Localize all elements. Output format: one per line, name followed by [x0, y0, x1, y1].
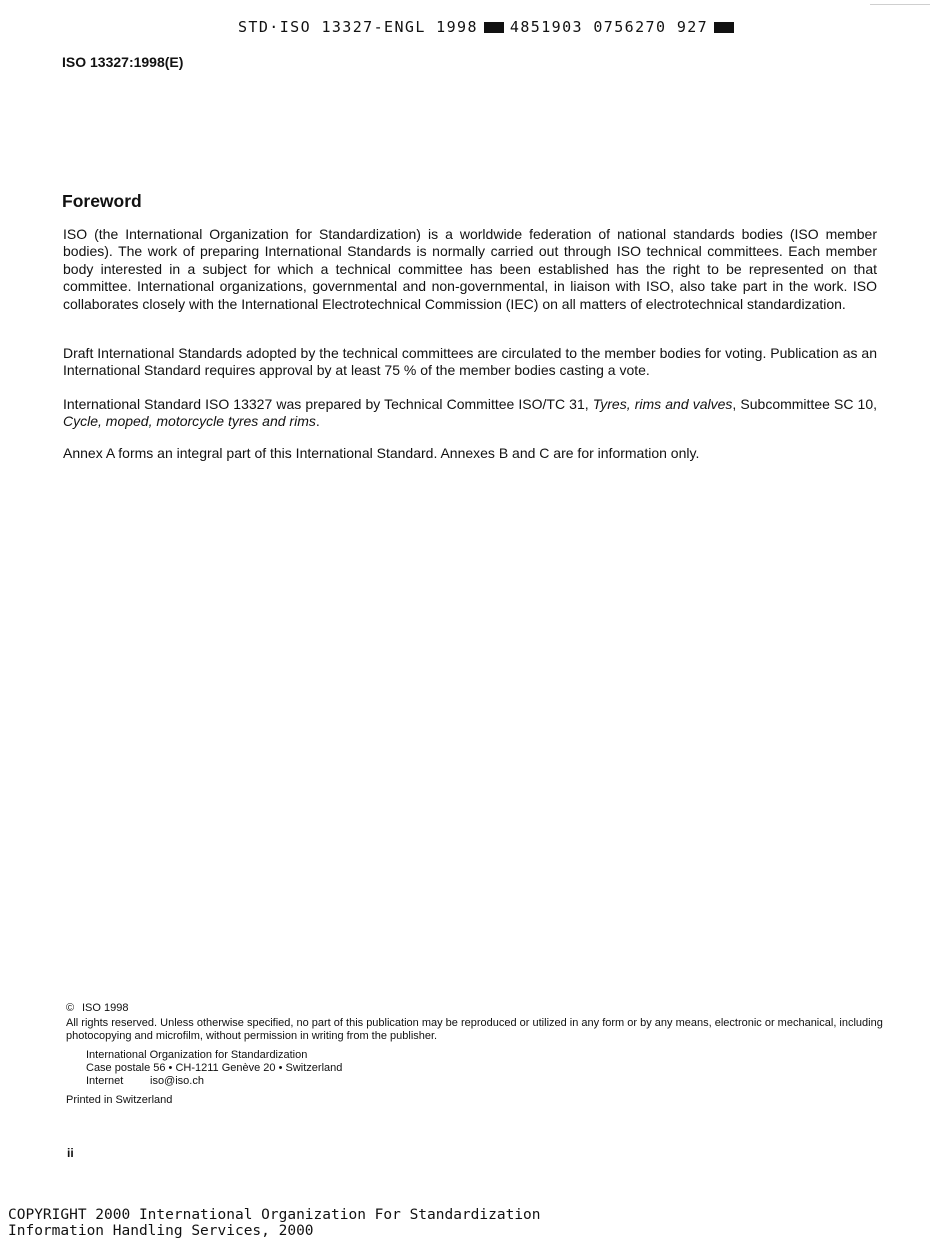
foreword-title: Foreword	[62, 191, 142, 211]
rights-notice: All rights reserved. Unless otherwise specified, no part of this publication may be reproduced or utilized in any form or by any means, electronic or mechanical, including photocopying and microfilm, without permission in writing from the publisher.	[66, 1017, 883, 1042]
document-id: ISO 13327:1998(E)	[62, 54, 184, 70]
foreword-paragraph-3	[63, 396, 877, 431]
document-stamp	[238, 18, 740, 36]
internet-label: Internet	[86, 1075, 124, 1087]
footer-line-2: Information Handling Services, 2000	[8, 1223, 314, 1239]
publisher-org: International Organization for Standardization	[86, 1049, 308, 1061]
page-number: ii	[67, 1146, 74, 1160]
stamp-prefix: STD·ISO 13327-ENGL 1998	[238, 18, 478, 36]
p3-text-a: International Standard ISO 13327 was prepared by Technical Committee ISO/TC 31,	[63, 396, 593, 412]
p3-italic-subcommittee: Cycle, moped, motorcycle tyres and rims	[63, 413, 316, 430]
copyright-year: ISO 1998	[82, 1002, 129, 1014]
stamp-block-mark-end	[714, 22, 734, 33]
p3-text-e: .	[315, 413, 320, 430]
foreword-paragraph-1: ISO (the International Organization for Standardization) is a worldwide federation of national standards bodies (ISO member bodies). The work of preparing International Standards is normally carried out through ISO technical committees. Each member body interested in a subject for which a technical committee has been established has the right to be represented on that committee. International organizations, governmental and non-governmental, in liaison with ISO, also take part in the work. ISO collaborates closely with the International Electrotechnical Commission (IEC) on all matters of electrotechnical standardization.	[63, 226, 877, 312]
p3-italic-committee: Tyres, rims and valves	[592, 396, 733, 412]
foreword-paragraph-4: Annex A forms an integral part of this International Standard. Annexes B and C are for information only.	[63, 445, 700, 461]
p3-text-c: , Subcommittee SC 10,	[732, 396, 878, 412]
stamp-numbers: 4851903 0756270 927	[509, 18, 709, 36]
publisher-address	[86, 1049, 342, 1088]
publisher-postal: Case postale 56 • CH-1211 Genève 20 • Switzerland	[86, 1062, 343, 1074]
copyright-line	[66, 1002, 128, 1014]
foreword-paragraph-2: Draft International Standards adopted by the technical committees are circulated to the member bodies for voting. Publication as an International Standard requires approval by at least 75 % of the member bodies casting a vote.	[63, 345, 877, 379]
printed-in: Printed in Switzerland	[66, 1094, 173, 1106]
footer-line-1: COPYRIGHT 2000 International Organization For Standardization	[8, 1207, 541, 1223]
stamp-block-mark	[484, 22, 504, 33]
scan-edge-rule	[870, 4, 930, 5]
copyright-icon: ©	[66, 1002, 75, 1014]
internet-address: iso@iso.ch	[150, 1075, 204, 1087]
publisher-internet	[86, 1075, 342, 1088]
footer-notice	[8, 1207, 541, 1239]
